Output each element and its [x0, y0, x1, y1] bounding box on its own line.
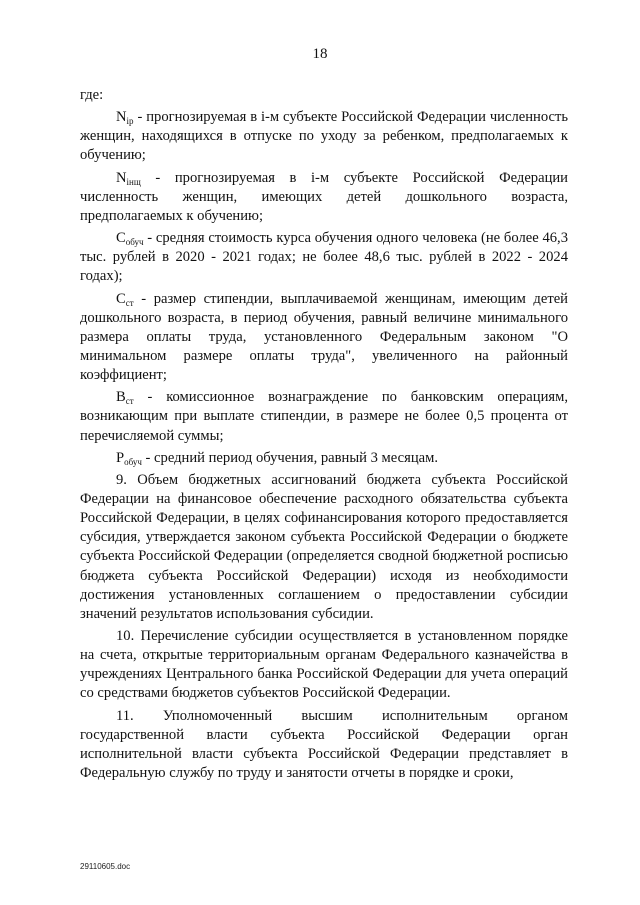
document-body [80, 86, 568, 786]
variable-symbol: Р [116, 449, 125, 466]
paragraph-text: 9. Объем бюджетных ассигнований бюджета субъекта Российской Федерации на финансовое обеспечение расходного обязательства субъекта Российской Федерации, в целях софинансирования которого предоставляется субсидия, утверждается законом субъекта Российской Федерации о бюджете субъекта Российской Федерации (определяется сводной бюджетной росписью бюджета субъекта Российской Федерации) исходя из необходимости достижения установленных соглашением о предоставлении субсидии значений результатов использования субсидии. [80, 472, 568, 622]
definition-sst [80, 290, 568, 385]
definition-robuch [80, 449, 568, 468]
clause-11 [80, 707, 568, 783]
variable-symbol: N [116, 109, 127, 126]
paragraph-text: 11. Уполномоченный высшим исполнительным органом государственной власти субъекта Российской Федерации орган исполнительной власти субъекта Российской Федерации представляет в Федеральную службу по труду и занятости отчеты в порядке и сроки, [80, 707, 568, 781]
variable-subscript: обуч [124, 456, 142, 467]
variable-symbol: N [116, 169, 127, 186]
page-number: 18 [312, 46, 328, 62]
definition-text: - прогнозируемая в i-м субъекте Российской Федерации численность женщин, имеющих детей дошкольного возраста, предполагаемых к обучению; [80, 169, 568, 224]
definition-nir [80, 108, 568, 165]
definition-nish [80, 169, 568, 226]
definition-text: - прогнозируемая в i-м субъекте Российской Федерации численность женщин, находящихся в отпуске по уходу за ребенком, предполагаемых к обучению; [80, 109, 568, 164]
clause-10 [80, 627, 568, 703]
variable-symbol: С [116, 290, 126, 307]
clause-9 [80, 471, 568, 624]
paragraph-text: где: [80, 87, 104, 103]
variable-subscript: ст [125, 297, 134, 308]
variable-subscript: ст [125, 396, 134, 407]
variable-subscript: обуч [125, 237, 144, 248]
definition-text: - размер стипендии, выплачиваемой женщинам, имеющим детей дошкольного возраста, в период обучения, равный величине минимального размера оплаты труда, установленного Федеральным законом "О минимальном размере оплаты труда", увеличенного на районный коэффициент; [80, 290, 568, 384]
footer-filename: 29110605.doc [80, 862, 131, 871]
variable-subscript: iнщ [126, 176, 141, 187]
variable-symbol: С [116, 230, 126, 247]
definition-vst [80, 388, 568, 445]
variable-subscript: iр [126, 116, 134, 127]
definition-text: - средняя стоимость курса обучения одного человека (не более 46,3 тыс. рублей в 2020 - 2021 годах; не более 48,6 тыс. рублей в 2022 - 2024 годах); [80, 230, 568, 285]
definition-text: - средний период обучения, равный 3 месяцам. [141, 449, 438, 466]
paragraph-intro [80, 86, 568, 105]
definition-sobuch [80, 229, 568, 286]
paragraph-text: 10. Перечисление субсидии осуществляется в установленном порядке на счета, открытые территориальным органам Федерального казначейства в учреждениях Центрального банка Российской Федерации для учета операций со средствами бюджетов субъектов Российской Федерации. [80, 628, 568, 702]
definition-text: - комиссионное вознаграждение по банковским операциям, возникающим при выплате стипендии, в размере не более 0,5 процента от перечисляемой суммы; [80, 389, 568, 444]
variable-symbol: В [116, 389, 126, 406]
